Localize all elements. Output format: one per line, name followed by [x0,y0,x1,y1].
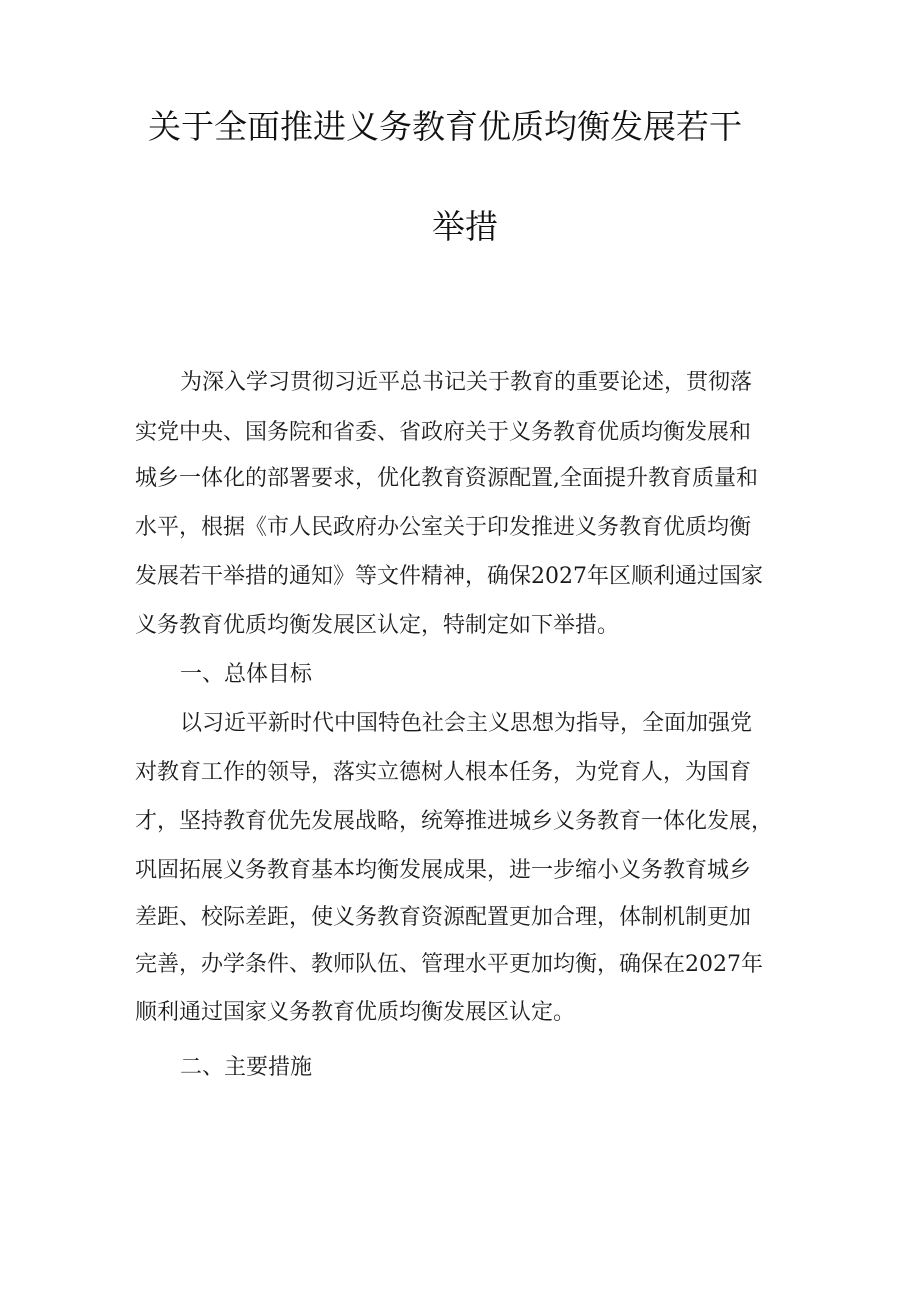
paragraph-2-line: 差距、校际差距，使义务教育资源配置更加合理，体制机制更加 [135,905,752,930]
paragraph-2-line: 顺利通过国家义务教育优质均衡发展区认定。 [135,1000,576,1025]
paragraph-2-line: 才，坚持教育优先发展战略，统筹推进城乡义务教育一体化发展， [135,809,774,834]
paragraph-1-line: 城乡一体化的部署要求，优化教育资源配置,全面提升教育质量和 [135,466,758,491]
paragraph-1-line: 义务教育优质均衡发展区认定，特制定如下举措。 [135,613,620,638]
document-title-line-2: 举措 [432,207,498,246]
paragraph-1-line: 水平，根据《市人民政府办公室关于印发推进义务教育优质均衡 [135,515,752,540]
document-title-line-1: 关于全面推进义务教育优质均衡发展若干 [148,107,742,146]
paragraph-2-line: 以习近平新时代中国特色社会主义思想为指导，全面加强党 [180,711,753,736]
section-heading-general-goals: 一、总体目标 [180,662,313,687]
section-heading-main-measures: 二、主要措施 [180,1055,313,1080]
paragraph-1-line: 实党中央、国务院和省委、省政府关于义务教育优质均衡发展和 [135,420,752,445]
paragraph-1-line: 为深入学习贯彻习近平总书记关于教育的重要论述，贯彻落 [180,370,753,395]
paragraph-1-line: 发展若干举措的通知》等文件精神，确保2027年区顺利通过国家 [135,564,763,589]
paragraph-2-line: 对教育工作的领导，落实立德树人根本任务，为党育人，为国育 [135,760,752,785]
paragraph-2-line: 完善，办学条件、教师队伍、管理水平更加均衡，确保在2027年 [135,952,763,977]
paragraph-2-line: 巩固拓展义务教育基本均衡发展成果，进一步缩小义务教育城乡 [135,858,752,883]
